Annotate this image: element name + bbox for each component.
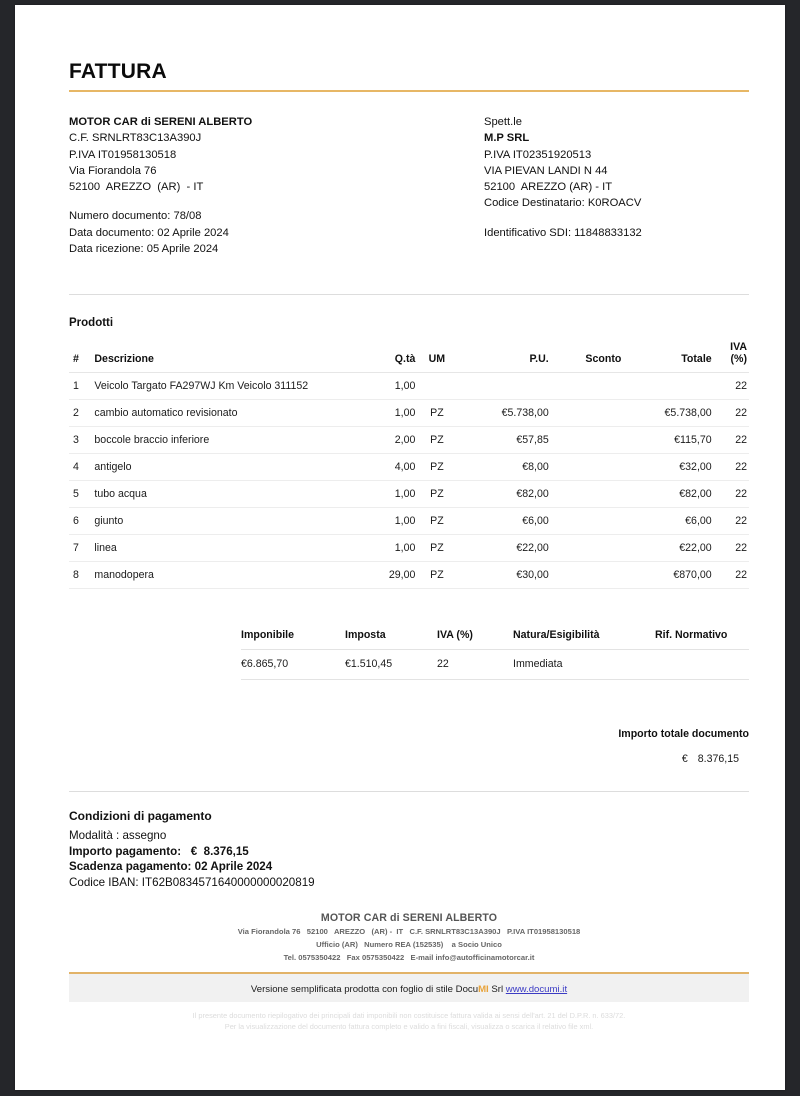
cell-pu: €5.738,00 — [458, 400, 548, 427]
cell-descrizione: linea — [94, 535, 354, 562]
cell-descrizione: giunto — [94, 508, 354, 535]
cell-descrizione: tubo acqua — [94, 481, 354, 508]
col-header-qta: Q.tà — [355, 341, 416, 373]
cell-pu: €82,00 — [458, 481, 548, 508]
cell-totale: €6,00 — [621, 508, 711, 535]
supplier-city: 52100 AREZZO (AR) - IT — [69, 181, 204, 194]
cell-qta: 1,00 — [355, 481, 416, 508]
cell-num: 4 — [69, 454, 94, 481]
cell-num: 1 — [69, 373, 94, 400]
customer-name: M.P SRL — [484, 132, 530, 145]
cell-num: 6 — [69, 508, 94, 535]
cell-sconto — [549, 427, 622, 454]
cell-iva: 22 — [712, 400, 749, 427]
cell-qta: 1,00 — [355, 508, 416, 535]
document-date: Data documento: 02 Aprile 2024 — [69, 226, 229, 239]
table-row — [69, 454, 749, 481]
cell-um: PZ — [415, 535, 458, 562]
documi-link[interactable]: www.documi.it — [505, 983, 568, 995]
products-table — [69, 341, 749, 589]
branding-prefix: Versione semplificata prodotta con foglio di stile Docu — [250, 983, 479, 995]
cell-imponibile: €6.865,70 — [241, 650, 345, 680]
footer-company-line2: Ufficio (AR) Numero REA (152535) a Socio Unico — [316, 940, 502, 950]
col-header-natura: Natura/Esigibilità — [513, 629, 655, 650]
table-row — [69, 535, 749, 562]
payment-section — [69, 809, 749, 890]
customer-block — [484, 114, 749, 257]
cell-pu: €6,00 — [458, 508, 548, 535]
cell-descrizione: manodopera — [94, 562, 354, 589]
totals-section — [69, 728, 749, 765]
total-amount: 8.376,15 — [697, 753, 739, 766]
cell-num: 5 — [69, 481, 94, 508]
col-header-totale: Totale — [621, 341, 711, 373]
cell-pu: €22,00 — [458, 535, 548, 562]
cell-descrizione: boccole braccio inferiore — [94, 427, 354, 454]
vat-summary-section — [241, 629, 749, 680]
payment-due-date: Scadenza pagamento: 02 Aprile 2024 — [69, 860, 273, 874]
table-row — [241, 650, 749, 680]
table-row — [69, 400, 749, 427]
payment-amount: Importo pagamento: € 8.376,15 — [69, 844, 249, 858]
cell-sconto — [549, 508, 622, 535]
cell-um: PZ — [415, 454, 458, 481]
cell-totale: €870,00 — [621, 562, 711, 589]
products-section-label: Prodotti — [69, 317, 114, 330]
table-row — [69, 562, 749, 589]
cell-qta: 4,00 — [355, 454, 416, 481]
cell-qta: 1,00 — [355, 400, 416, 427]
col-header-iva-text: IVA — [730, 341, 747, 354]
col-header-iva-pct: IVA (%) — [437, 629, 513, 650]
cell-sconto — [549, 373, 622, 400]
supplier-cf: C.F. SRNLRT83C13A390J — [69, 132, 202, 145]
table-row — [69, 373, 749, 400]
footer-company-line3: Tel. 0575350422 Fax 0575350422 E-mail info@autofficinamotorcar.it — [283, 953, 535, 963]
cell-num: 8 — [69, 562, 94, 589]
cell-descrizione: Veicolo Targato FA297WJ Km Veicolo 311152 — [94, 373, 354, 400]
cell-iva: 22 — [712, 427, 749, 454]
cell-imposta: €1.510,45 — [345, 650, 437, 680]
table-row — [69, 508, 749, 535]
cell-rif — [655, 650, 749, 680]
page-title: FATTURA — [69, 60, 167, 83]
payment-iban: Codice IBAN: IT62B0834571640000000020819 — [69, 875, 315, 889]
cell-qta: 1,00 — [355, 535, 416, 562]
invoice-content — [69, 60, 749, 1033]
cell-num: 2 — [69, 400, 94, 427]
col-header-rif-normativo: Rif. Normativo — [655, 629, 749, 650]
products-header-row — [69, 341, 749, 373]
customer-city: 52100 AREZZO (AR) - IT — [484, 181, 613, 194]
cell-totale: €22,00 — [621, 535, 711, 562]
cell-iva: 22 — [712, 562, 749, 589]
disclaimer-line-1: Il presente documento riepilogativo dei principali dati imponibili non costituisce fattura valida ai sensi dell'art. 21 del D.P.R. n. 633/72. — [192, 1010, 626, 1020]
footer-disclaimer — [69, 1010, 749, 1033]
branding-brand: MI — [478, 983, 489, 995]
vat-summary-table — [241, 629, 749, 680]
cell-um: PZ — [415, 427, 458, 454]
reception-date: Data ricezione: 05 Aprile 2024 — [69, 243, 219, 256]
spacer — [69, 195, 484, 208]
customer-salutation: Spett.le — [484, 116, 522, 128]
cell-um: PZ — [415, 481, 458, 508]
cell-um: PZ — [415, 508, 458, 535]
total-amount-row — [69, 753, 749, 765]
cell-iva: 22 — [712, 373, 749, 400]
cell-iva: 22 — [712, 508, 749, 535]
cell-pu: €57,85 — [458, 427, 548, 454]
cell-descrizione: antigelo — [94, 454, 354, 481]
disclaimer-line-2: Per la visualizzazione del documento fattura completo e valido a fini fiscali, visualizza o scarica il relativo file xml. — [224, 1022, 594, 1032]
table-row — [69, 427, 749, 454]
vat-header-row — [241, 629, 749, 650]
cell-sconto — [549, 400, 622, 427]
col-header-pu: P.U. — [458, 341, 548, 373]
products-body — [69, 373, 749, 589]
supplier-vat: P.IVA IT01958130518 — [69, 148, 177, 161]
cell-pu — [458, 373, 548, 400]
col-header-iva-pct: (%) — [730, 353, 747, 366]
cell-num: 3 — [69, 427, 94, 454]
title-divider — [69, 90, 749, 92]
cell-pu: €8,00 — [458, 454, 548, 481]
customer-vat: P.IVA IT02351920513 — [484, 148, 592, 161]
cell-totale: €115,70 — [621, 427, 711, 454]
col-header-sconto: Sconto — [549, 341, 622, 373]
cell-totale: €32,00 — [621, 454, 711, 481]
cell-totale: €82,00 — [621, 481, 711, 508]
cell-iva: 22 — [712, 481, 749, 508]
cell-totale: €5.738,00 — [621, 400, 711, 427]
total-currency: € — [681, 753, 688, 766]
customer-recipient-code: Codice Destinatario: K0ROACV — [484, 197, 642, 210]
supplier-block — [69, 114, 484, 257]
cell-pu: €30,00 — [458, 562, 548, 589]
cell-descrizione: cambio automatico revisionato — [94, 400, 354, 427]
col-header-iva — [712, 341, 749, 373]
payment-method: Modalità : assegno — [69, 829, 167, 843]
cell-sconto — [549, 535, 622, 562]
cell-qta: 2,00 — [355, 427, 416, 454]
col-header-imponibile: Imponibile — [241, 629, 345, 650]
invoice-page — [15, 5, 785, 1090]
spacer — [484, 212, 749, 225]
cell-qta: 1,00 — [355, 373, 416, 400]
payment-top-divider — [69, 791, 749, 792]
cell-um — [415, 373, 458, 400]
cell-sconto — [549, 562, 622, 589]
customer-address: VIA PIEVAN LANDI N 44 — [484, 164, 608, 177]
cell-qta: 29,00 — [355, 562, 416, 589]
supplier-address: Via Fiorandola 76 — [69, 164, 157, 177]
cell-totale — [621, 373, 711, 400]
branding-mid: Srl — [488, 983, 506, 995]
total-label: Importo totale documento — [618, 728, 749, 741]
vat-summary-body — [241, 650, 749, 680]
cell-iva: 22 — [712, 454, 749, 481]
cell-iva: 22 — [712, 535, 749, 562]
footer-company-line1: Via Fiorandola 76 52100 AREZZO (AR) - IT C.F. SRNLRT83C13A390J P.IVA IT01958130518 — [237, 927, 581, 937]
cell-sconto — [549, 454, 622, 481]
table-row — [69, 481, 749, 508]
cell-um: PZ — [415, 400, 458, 427]
document-number: Numero documento: 78/08 — [69, 210, 202, 223]
footer-company-block — [69, 912, 749, 963]
footer-branding-band — [69, 974, 749, 1002]
col-header-descrizione: Descrizione — [94, 341, 354, 373]
col-header-um: UM — [415, 341, 458, 373]
branding-text — [251, 984, 567, 995]
col-header-num: # — [69, 341, 94, 373]
spacer — [69, 257, 749, 294]
col-header-imposta: Imposta — [345, 629, 437, 650]
footer-company-name: MOTOR CAR di SERENI ALBERTO — [320, 912, 498, 925]
cell-num: 7 — [69, 535, 94, 562]
parties-section — [69, 114, 749, 257]
cell-natura: Immediata — [513, 650, 655, 680]
cell-um: PZ — [415, 562, 458, 589]
sdi-identifier: Identificativo SDI: 11848833132 — [484, 226, 642, 239]
cell-sconto — [549, 481, 622, 508]
spacer — [69, 295, 749, 317]
supplier-name: MOTOR CAR di SERENI ALBERTO — [69, 116, 253, 128]
payment-title: Condizioni di pagamento — [69, 809, 212, 824]
cell-iva: 22 — [437, 650, 513, 680]
